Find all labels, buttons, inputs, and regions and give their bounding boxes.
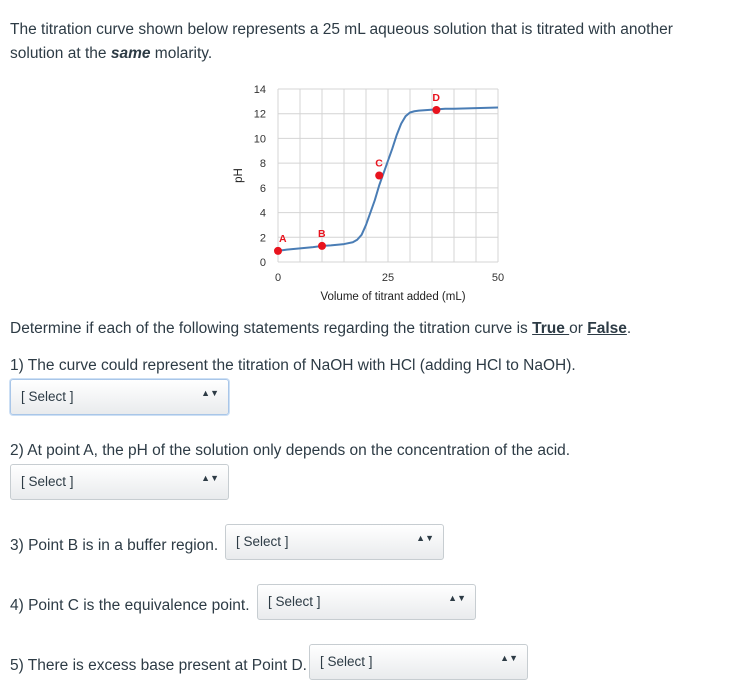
point-c-marker (375, 172, 383, 180)
instructions (10, 320, 631, 338)
x-tick-label: 25 (381, 272, 395, 284)
point-a-label: A (279, 232, 287, 245)
intro-text-a: The titration curve shown below represents a 25 mL aqueous solution that is titrated with another solution at the (10, 21, 673, 62)
question-1-text: 1) The curve could represent the titration of NaOH with HCl (adding HCl to NaOH). (10, 357, 576, 374)
y-axis-label: pH (233, 168, 245, 183)
question-5-select-value: [ Select ] (320, 654, 373, 669)
y-tick-label: 2 (259, 232, 266, 245)
question-5-text: 5) There is excess base present at Point D. (10, 657, 307, 674)
point-b-label: B (318, 227, 326, 240)
point-b-marker (318, 242, 326, 250)
question-1-select-value: [ Select ] (21, 389, 74, 404)
question-3-text: 3) Point B is in a buffer region. (10, 537, 219, 554)
x-tick-label: 50 (491, 272, 505, 284)
x-tick-label: 0 (274, 272, 282, 284)
question-2-select[interactable] (10, 464, 229, 500)
y-tick-label: 4 (259, 207, 266, 220)
select-arrows-icon: ▲▼ (500, 653, 518, 663)
question-4-select-value: [ Select ] (268, 594, 321, 609)
true-keyword: True (532, 320, 570, 337)
question-1-select[interactable] (10, 379, 229, 415)
point-a-marker (274, 247, 282, 255)
false-keyword: False (587, 320, 627, 337)
select-arrows-icon: ▲▼ (416, 533, 434, 543)
instructions-text-c: . (626, 320, 632, 337)
question-5-select[interactable] (309, 644, 528, 680)
select-arrows-icon: ▲▼ (201, 473, 219, 483)
y-tick-label: 12 (253, 108, 266, 121)
y-tick-label: 0 (259, 257, 266, 269)
question-3-select-value: [ Select ] (236, 534, 289, 549)
select-arrows-icon: ▲▼ (201, 388, 219, 398)
intro-emphasis: same (110, 45, 151, 62)
intro-text-b: molarity. (150, 45, 213, 62)
question-2-select-value: [ Select ] (21, 474, 74, 489)
point-d-marker (432, 106, 440, 114)
question-4-text: 4) Point C is the equivalence point. (10, 597, 250, 614)
instructions-text-a: Determine if each of the following statements regarding the titration curve is (10, 320, 533, 337)
question-3-select[interactable] (225, 524, 444, 560)
y-tick-label: 10 (253, 133, 266, 146)
intro-text (10, 18, 725, 66)
x-axis-label: Volume of titrant added (mL) (320, 291, 466, 303)
y-tick-label: 14 (253, 84, 266, 96)
point-c-label: C (375, 157, 383, 170)
instructions-text-b: or (569, 320, 588, 337)
point-d-label: D (432, 92, 440, 105)
titration-chart (225, 78, 525, 308)
select-arrows-icon: ▲▼ (448, 593, 466, 603)
question-4-select[interactable] (257, 584, 476, 620)
y-tick-label: 6 (259, 182, 266, 195)
question-2-text: 2) At point A, the pH of the solution only depends on the concentration of the acid. (10, 442, 571, 459)
y-tick-label: 8 (259, 158, 266, 171)
